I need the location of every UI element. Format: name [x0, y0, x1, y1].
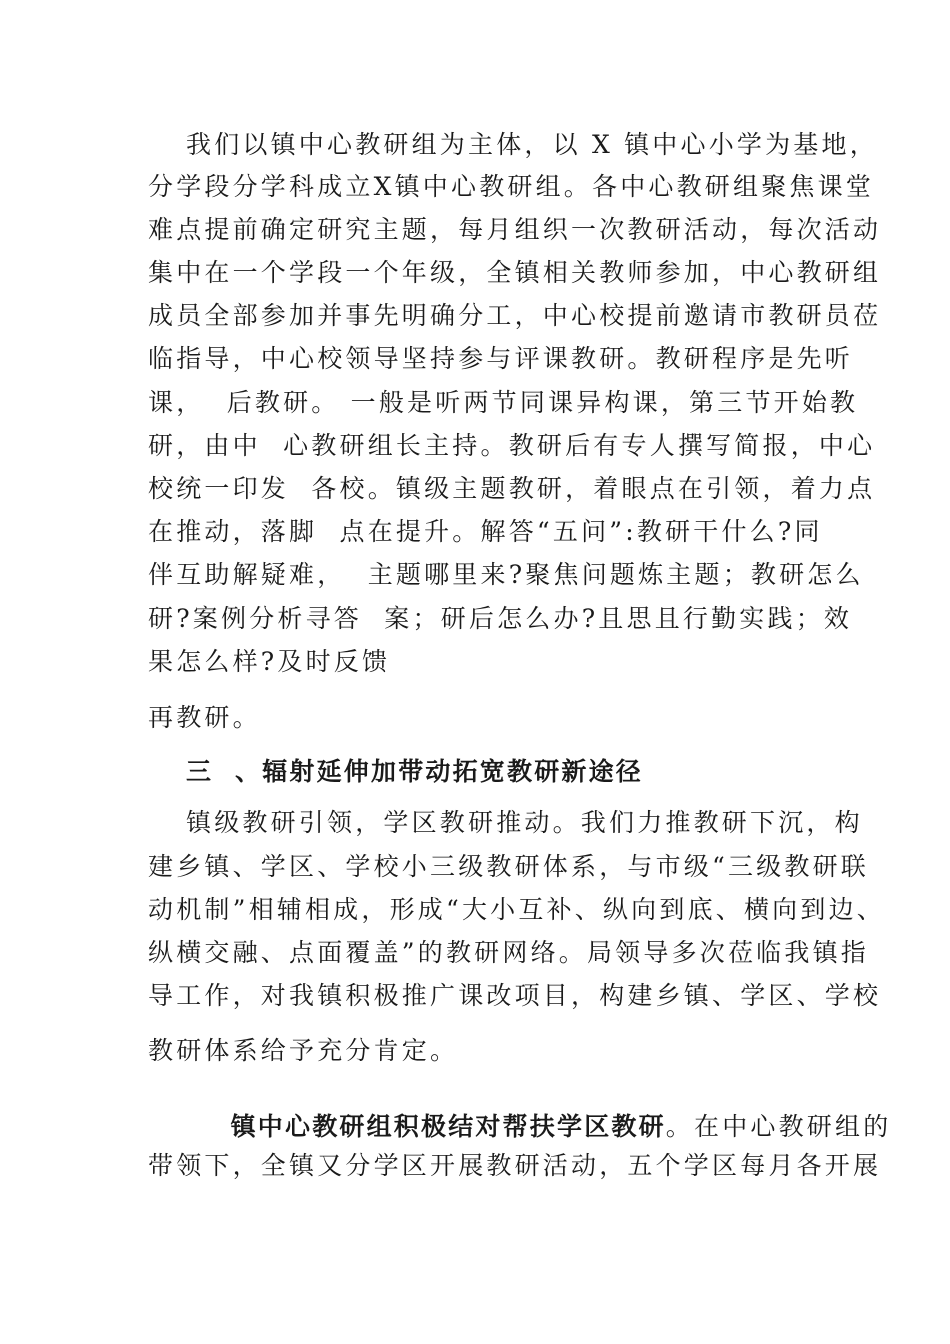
- paragraph-line: 教研体系给予充分肯定。: [148, 1036, 459, 1065]
- paragraph-line: 带领下，全镇又分学区开展教研活动，五个学区每月各开展: [148, 1151, 882, 1180]
- paragraph-line: 成员全部参加并事先明确分工，中心校提前邀请市教研员莅: [148, 301, 882, 330]
- paragraph-line: 在推动，落脚 点在提升。解答“五问”:教研干什么?同: [148, 517, 823, 546]
- paragraph-line: 纵横交融、点面覆盖”的教研网络。局领导多次莅临我镇指: [148, 938, 869, 967]
- paragraph-line: 集中在一个学段一个年级，全镇相关教师参加，中心教研组: [148, 258, 882, 287]
- paragraph-line: 再教研。: [148, 703, 261, 732]
- paragraph-line: 动机制”相辅相成，形成“大小互补、纵向到底、横向到边、: [148, 895, 885, 924]
- paragraph-line: 校统一印发 各校。镇级主题教研，着眼点在引领，着力点: [148, 474, 876, 503]
- section-heading: 三 、辐射延伸加带动拓宽教研新途径: [186, 757, 644, 786]
- paragraph-line: 伴互助解疑难， 主题哪里来?聚焦问题炼主题；教研怎么: [148, 560, 864, 589]
- paragraph-line: 果怎么样?及时反馈: [148, 647, 391, 676]
- paragraph-lead-rest: 。在中心教研组的: [665, 1112, 892, 1141]
- paragraph-line: 临指导，中心校领导坚持参与评课教研。教研程序是先听: [148, 344, 854, 373]
- paragraph-line: 难点提前确定研究主题，每月组织一次教研活动，每次活动: [148, 215, 882, 244]
- paragraph-line: 研，由中 心教研组长主持。教研后有专人撰写简报，中心: [148, 431, 876, 460]
- paragraph-line: 研?案例分析寻答 案；研后怎么办?且思且行勤实践；效: [148, 604, 853, 633]
- paragraph-line: 分学段分学科成立X镇中心教研组。各中心教研组聚焦课堂: [148, 172, 875, 201]
- paragraph-line: 建乡镇、学区、学校小三级教研体系，与市级“三级教研联: [148, 852, 869, 881]
- paragraph-line: 导工作，对我镇积极推广课改项目，构建乡镇、学区、学校: [148, 981, 882, 1010]
- paragraph-line: 课， 后教研。 一般是听两节同课异构课，第三节开始教: [148, 388, 859, 417]
- paragraph-line: 镇级教研引领，学区教研推动。我们力推教研下沉，构: [186, 808, 863, 837]
- paragraph-bold-lead: 镇中心教研组积极结对帮扶学区教研: [230, 1112, 666, 1141]
- paragraph-line: 我们以镇中心教研组为主体，以 X 镇中心小学为基地，: [186, 130, 878, 159]
